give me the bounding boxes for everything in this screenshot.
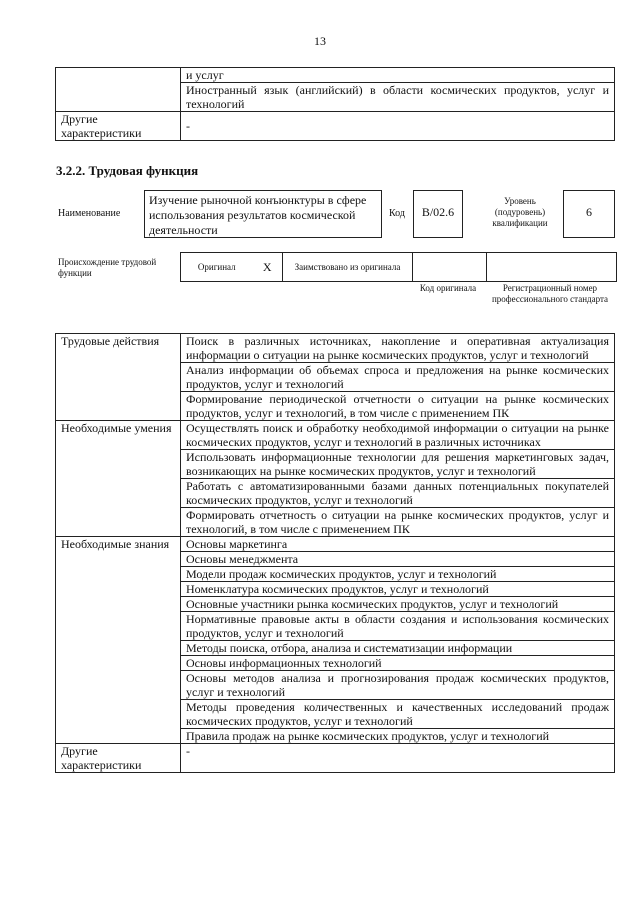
table-cell: - bbox=[181, 744, 615, 773]
original-label: Оригинал bbox=[181, 253, 253, 282]
origin-label: Происхождение трудовой функции bbox=[58, 257, 157, 278]
borrowed-label: Заимствовано из оригинала bbox=[283, 253, 413, 282]
table-label-empty bbox=[56, 68, 181, 112]
registration-number-caption: Регистрационный номер профессионального стандарта bbox=[491, 283, 609, 304]
table-cell: Формировать отчетность о ситуации на рынке космических продуктов, услуг и технологий, в том числе с применением ПК bbox=[181, 508, 615, 537]
table-cell: Основы информационных технологий bbox=[181, 656, 615, 671]
table-cell: Иностранный язык (английский) в области космических продуктов, услуг и технологий bbox=[181, 83, 615, 112]
reg-number-cell bbox=[487, 253, 617, 282]
table-cell: Основы менеджмента bbox=[181, 552, 615, 567]
table-cell: Поиск в различных источниках, накопление и оперативная актуализация информации о ситуации на рынке космических продуктов, услуг и технологий bbox=[181, 334, 615, 363]
table-cell: Формирование периодической отчетности о ситуации на рынке космических продуктов, услуг и технологий, в том числе с применением ПК bbox=[181, 392, 615, 421]
name-label: Наименование bbox=[58, 208, 121, 219]
table-cell: Методы проведения количественных и качественных исследований продаж космических продуктов, услуг и технологий bbox=[181, 700, 615, 729]
table-cell: Использовать информационные технологии для решения маркетинговых задач, возникающих на рынке космических продуктов, услуг и технологий bbox=[181, 450, 615, 479]
function-code-value: B/02.6 bbox=[413, 190, 463, 238]
required-skills-label: Необходимые умения bbox=[56, 421, 181, 537]
required-knowledge-label: Необходимые знания bbox=[56, 537, 181, 744]
table-cell: Методы поиска, отбора, анализа и систематизации информации bbox=[181, 641, 615, 656]
table-cell: Нормативные правовые акты в области создания и использования космических продуктов, услуг и технологий bbox=[181, 612, 615, 641]
qualification-level-label: Уровень (подуровень) квалификации bbox=[492, 196, 548, 228]
original-mark: X bbox=[253, 253, 283, 282]
table-cell: Правила продаж на рынке космических продуктов, услуг и технологий bbox=[181, 729, 615, 744]
original-code-caption: Код оригинала bbox=[419, 283, 477, 293]
code-label: Код bbox=[389, 208, 405, 219]
table-cell: Работать с автоматизированными базами данных потенциальных покупателей космических продуктов, услуг и технологий bbox=[181, 479, 615, 508]
table-cell: Номенклатура космических продуктов, услуг и технологий bbox=[181, 582, 615, 597]
table-cell: Анализ информации об объемах спроса и предложения на рынке космических продуктов, услуг и технологий bbox=[181, 363, 615, 392]
original-code-cell bbox=[413, 253, 487, 282]
other-characteristics-label: Другие характеристики bbox=[56, 112, 181, 141]
function-name-value: Изучение рыночной конъюнктуры в сфере использования результатов космической деятельности bbox=[144, 190, 382, 238]
table-cell: - bbox=[181, 112, 615, 141]
table-cell: Осуществлять поиск и обработку необходимой информации о ситуации на рынке космических продуктов, услуг и технологий в различных источниках bbox=[181, 421, 615, 450]
page-number: 13 bbox=[314, 34, 326, 48]
other-characteristics-label: Другие характеристики bbox=[56, 744, 181, 773]
table-cell: Основы методов анализа и прогнозирования продаж космических продуктов, услуг и технологий bbox=[181, 671, 615, 700]
table-cell: Основные участники рынка космических продуктов, услуг и технологий bbox=[181, 597, 615, 612]
qualification-level-value: 6 bbox=[563, 190, 615, 238]
origin-table bbox=[180, 252, 617, 282]
table-cell: Основы маркетинга bbox=[181, 537, 615, 552]
table-cell: Модели продаж космических продуктов, услуг и технологий bbox=[181, 567, 615, 582]
previous-function-table-continuation bbox=[55, 67, 615, 141]
labor-function-table bbox=[55, 333, 615, 773]
table-cell: и услуг bbox=[181, 68, 615, 83]
section-title: 3.2.2. Трудовая функция bbox=[56, 163, 199, 178]
labor-actions-label: Трудовые действия bbox=[56, 334, 181, 421]
